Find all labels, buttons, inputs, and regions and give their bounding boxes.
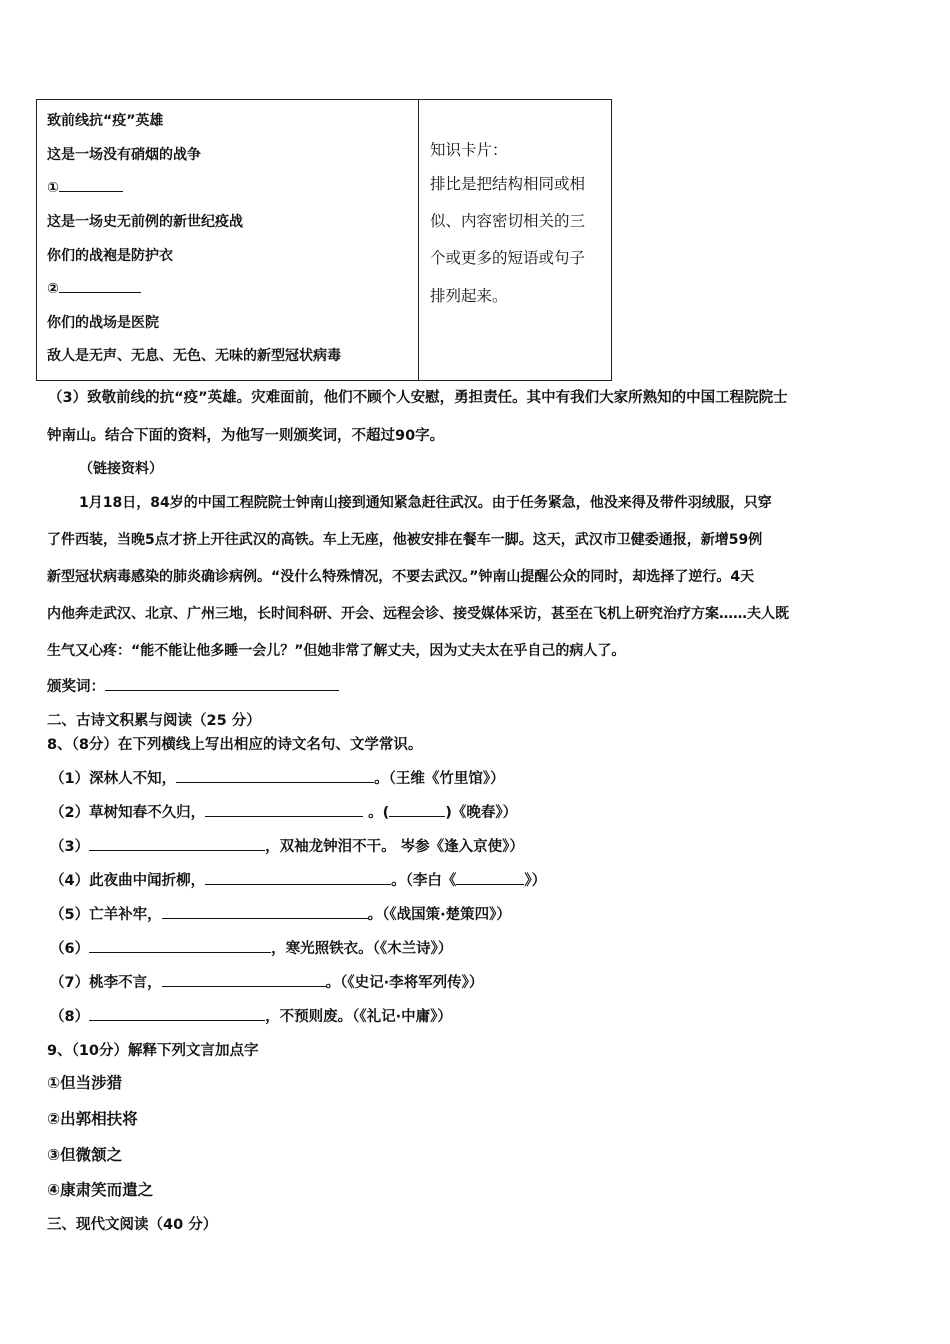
poem-title: 致前线抗“疫”英雄 (47, 113, 164, 129)
q9-title: 9、（10分）解释下列文言加点字 (47, 1043, 259, 1059)
q8-item-1-blank[interactable] (176, 768, 374, 784)
poem-line-2: 这是一场史无前例的新世纪疫战 (47, 214, 243, 230)
q8-item-1-post: 。（王维《竹里馆》） (374, 771, 505, 787)
q8-item-6-post: ，寒光照铁衣。（《木兰诗》） (271, 941, 453, 957)
card-line-3: 个或更多的短语或句子 (430, 249, 586, 267)
q8-item-2-blank[interactable] (205, 802, 363, 818)
q8-item-4-blank[interactable] (205, 870, 391, 886)
material-line-3: 新型冠状病毒感染的肺炎确诊病例。“没什么特殊情况，不要去武汉。”钟南山提醒公众的同时，却选择了逆行。4天 (47, 569, 755, 585)
card-line-4: 排列起来。 (430, 287, 508, 305)
q8-item-4 (50, 869, 546, 890)
q8-item-8-post: ，不预则废。（《礼记·中庸》） (265, 1009, 452, 1025)
card-title: 知识卡片： (430, 141, 508, 159)
q9-item-1: ①但当涉猎 (47, 1074, 123, 1092)
q8-item-8 (50, 1005, 452, 1026)
q8-item-3 (50, 835, 524, 856)
q8-item-3-pre: （3） (50, 839, 90, 855)
material-line-1: 1月18日，84岁的中国工程院院士钟南山接到通知紧急赶往武汉。由于任务紧急，他没来得及带件羽绒服，只穿 (79, 495, 772, 511)
q8-item-8-pre: （8） (50, 1009, 90, 1025)
poem-line-1: 这是一场没有硝烟的战争 (47, 147, 201, 163)
q8-item-5 (50, 903, 511, 924)
card-line-2: 似、内容密切相关的三 (430, 212, 586, 230)
q3-line-2: 钟南山。结合下面的资料，为他写一则颁奖词，不超过90字。 (47, 428, 445, 444)
blank-mark-2: ② (47, 281, 59, 297)
material-line-5: 生气又心疼：“能不能让他多睡一会儿？”但她非常了解丈夫，因为丈夫太在乎自己的病人了。 (47, 643, 626, 659)
q8-item-2-mid: 。( (363, 805, 390, 821)
q8-item-4-pre: （4）此夜曲中闻折柳， (50, 873, 206, 889)
section-2-heading: 二、古诗文积累与阅读（25 分） (47, 713, 261, 729)
q8-item-2-pre: （2）草树知春不久归， (50, 805, 206, 821)
award-blank[interactable] (105, 676, 339, 692)
poem-table (36, 99, 612, 381)
q8-item-3-post: ，双袖龙钟泪不干。 岑参《逢入京使》） (265, 839, 524, 855)
blank-line-1[interactable] (59, 177, 123, 192)
q8-item-5-post: 。（《战国策·楚策四》） (367, 907, 511, 923)
q8-item-1 (50, 767, 505, 788)
q8-item-6 (50, 937, 452, 958)
q8-item-4-mid: 。（李白《 (391, 873, 457, 889)
q8-item-6-pre: （6） (50, 941, 90, 957)
q8-item-6-blank[interactable] (89, 938, 271, 954)
q8-item-1-pre: （1）深林人不知， (50, 771, 177, 787)
poem-line-4: 你们的战场是医院 (47, 315, 159, 331)
q3-line-1: （3）致敬前线的抗“疫”英雄。灾难面前，他们不顾个人安慰，勇担责任。其中有我们大家所熟知的中国工程院院士 (48, 390, 788, 406)
section-3-heading: 三、现代文阅读（40 分） (47, 1217, 218, 1233)
table-divider (418, 99, 419, 381)
award-field[interactable] (47, 675, 339, 696)
q8-item-7-blank[interactable] (162, 972, 326, 988)
q8-item-2 (50, 801, 517, 822)
blank-line-2[interactable] (59, 278, 141, 293)
card-line-1: 排比是把结构相同或相 (430, 175, 586, 193)
poem-blank-1[interactable] (47, 177, 123, 196)
q8-item-2-post: )《晚春》） (445, 805, 518, 821)
q8-item-5-blank[interactable] (162, 904, 368, 920)
award-label: 颁奖词： (47, 679, 105, 695)
q8-item-3-blank[interactable] (89, 836, 265, 852)
link-label: （链接资料） (79, 461, 163, 477)
material-line-2: 了件西装，当晚5点才挤上开往武汉的高铁。车上无座，他被安排在餐车一脚。这天，武汉市卫健委通报，新增59例 (47, 532, 763, 548)
q8-item-2-author-blank[interactable] (389, 802, 445, 818)
q8-item-5-pre: （5）亡羊补牢， (50, 907, 162, 923)
poem-blank-2[interactable] (47, 278, 141, 297)
q8-item-4-title-blank[interactable] (456, 870, 524, 886)
q8-item-7 (50, 971, 483, 992)
q8-item-7-pre: （7）桃李不言， (50, 975, 162, 991)
q9-item-2: ②出郭相扶将 (47, 1110, 138, 1128)
poem-line-5: 敌人是无声、无息、无色、无味的新型冠状病毒 (47, 348, 341, 364)
q9-item-4: ④康肃笑而遣之 (47, 1181, 154, 1199)
material-line-4: 内他奔走武汉、北京、广州三地，长时间科研、开会、远程会诊、接受媒体采访，甚至在飞机上研究治疗方案……夫人既 (47, 606, 789, 622)
q8-item-4-post: 》） (524, 873, 547, 889)
q8-item-7-post: 。（《史记·李将军列传》） (325, 975, 484, 991)
poem-line-3: 你们的战袍是防护衣 (47, 248, 173, 264)
q8-item-8-blank[interactable] (89, 1006, 265, 1022)
q9-item-3: ③但微颔之 (47, 1146, 123, 1164)
blank-mark-1: ① (47, 180, 59, 196)
q8-title: 8、（8分）在下列横线上写出相应的诗文名句、文学常识。 (47, 737, 423, 753)
